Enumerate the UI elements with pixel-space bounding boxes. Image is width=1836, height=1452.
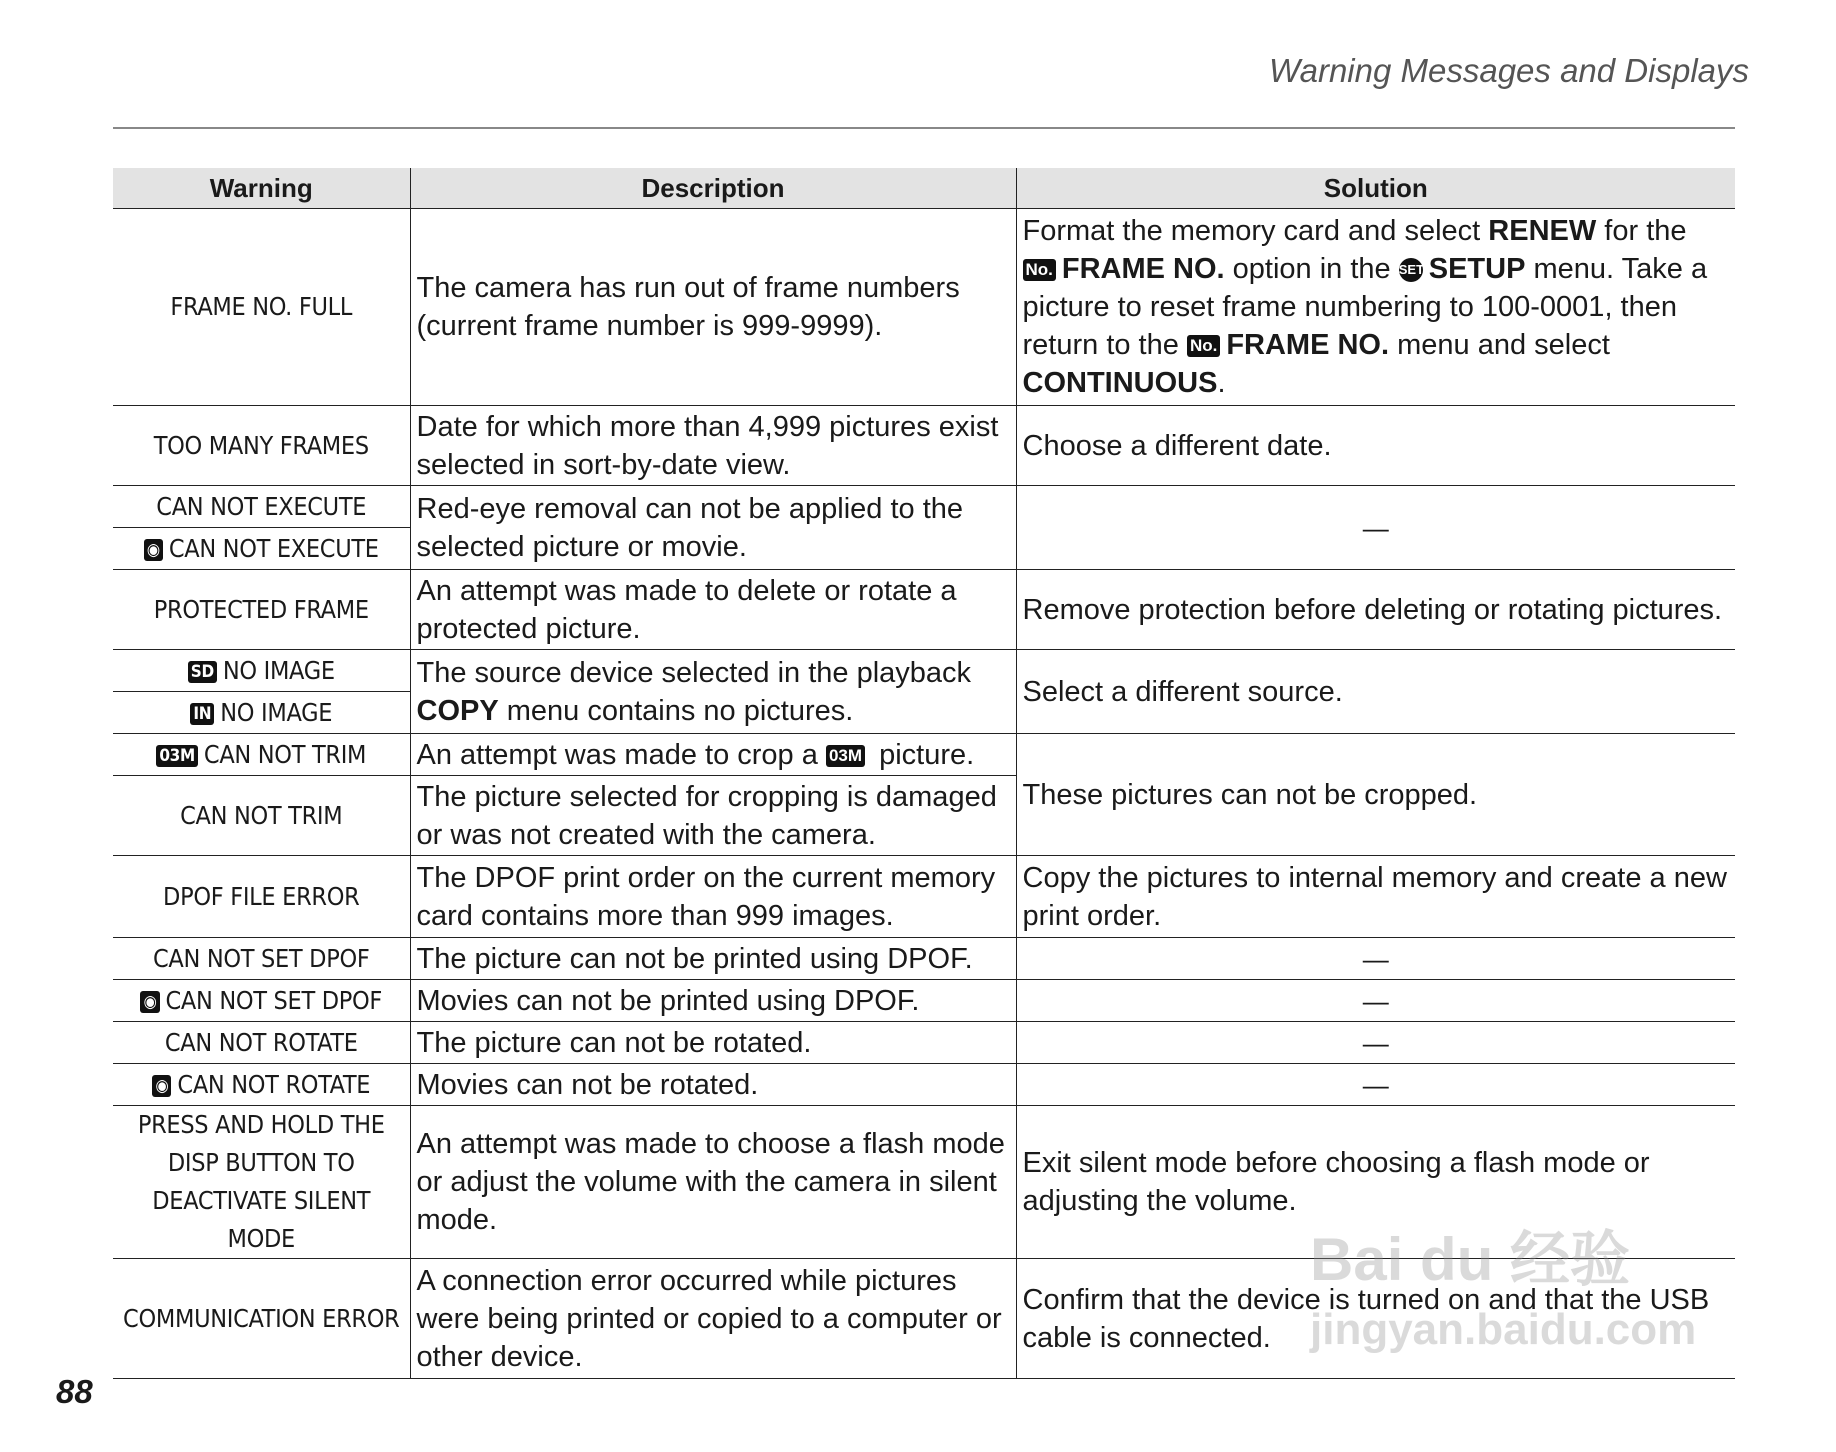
column-header-warning: Warning xyxy=(113,168,410,209)
solution-cell: These pictures can not be cropped. xyxy=(1016,734,1735,856)
table-row xyxy=(113,486,1735,528)
table-header-row xyxy=(113,168,1735,209)
description-cell: An attempt was made to delete or rotate a protected picture. xyxy=(410,570,1016,650)
warning-cell: PROTECTED FRAME xyxy=(113,570,410,650)
solution-cell: — xyxy=(1016,938,1735,980)
warning-cell: CAN NOT TRIM xyxy=(113,776,410,856)
table-row xyxy=(113,650,1735,692)
image-size-03m-icon: 03M xyxy=(826,745,865,767)
warning-cell: ◉ CAN NOT SET DPOF xyxy=(113,980,410,1022)
description-cell: An attempt was made to crop a 03M picture. xyxy=(410,734,1016,776)
warning-cell: COMMUNICATION ERROR xyxy=(113,1259,410,1379)
warning-cell: ◉ CAN NOT ROTATE xyxy=(113,1064,410,1106)
table-row xyxy=(113,406,1735,486)
solution-cell: Confirm that the device is turned on and that the USB cable is connected. xyxy=(1016,1259,1735,1379)
warning-cell: PRESS AND HOLD THE DISP BUTTON TO DEACTIVATE SILENT MODE xyxy=(113,1106,410,1259)
warning-cell: CAN NOT ROTATE xyxy=(113,1022,410,1064)
description-cell: An attempt was made to choose a flash mode or adjust the volume with the camera in silent mode. xyxy=(410,1106,1016,1259)
solution-cell: — xyxy=(1016,1064,1735,1106)
sd-card-icon: SD xyxy=(188,661,217,683)
description-cell: The picture can not be printed using DPOF. xyxy=(410,938,1016,980)
solution-cell: Copy the pictures to internal memory and create a new print order. xyxy=(1016,856,1735,938)
table-row xyxy=(113,856,1735,938)
frame-number-icon: No. xyxy=(1023,259,1056,281)
warning-cell: 03M CAN NOT TRIM xyxy=(113,734,410,776)
movie-camera-icon: ◉ xyxy=(152,1075,171,1097)
watermark xyxy=(1310,1225,1696,1365)
movie-camera-icon: ◉ xyxy=(140,991,159,1013)
description-cell: Movies can not be rotated. xyxy=(410,1064,1016,1106)
header-divider xyxy=(113,127,1735,129)
setup-menu-icon: SET xyxy=(1399,258,1423,282)
watermark-url: jingyan.baidu.com xyxy=(1310,1305,1697,1354)
watermark-brand: Bai du 经验 xyxy=(1310,1226,1631,1293)
warning-cell: IN NO IMAGE xyxy=(113,692,410,734)
image-size-03m-icon: 03M xyxy=(156,745,198,767)
table-row xyxy=(113,980,1735,1022)
description-cell: The DPOF print order on the current memory card contains more than 999 images. xyxy=(410,856,1016,938)
description-cell: The camera has run out of frame numbers (current frame number is 999-9999). xyxy=(410,209,1016,406)
column-header-description: Description xyxy=(410,168,1016,209)
description-cell: Movies can not be printed using DPOF. xyxy=(410,980,1016,1022)
warning-cell: CAN NOT EXECUTE xyxy=(113,486,410,528)
solution-cell: Format the memory card and select RENEW for the No. FRAME NO. option in the SET SETUP menu. Take a picture to reset frame numbering to 100-0001, then return to the No. FRAME NO. menu and select CONTINUOUS. xyxy=(1016,209,1735,406)
warning-cell: CAN NOT SET DPOF xyxy=(113,938,410,980)
solution-cell: Remove protection before deleting or rotating pictures. xyxy=(1016,570,1735,650)
table-row xyxy=(113,1064,1735,1106)
solution-cell: Select a different source. xyxy=(1016,650,1735,734)
description-cell: A connection error occurred while pictures were being printed or copied to a computer or other device. xyxy=(410,1259,1016,1379)
solution-cell: Exit silent mode before choosing a flash mode or adjusting the volume. xyxy=(1016,1106,1735,1259)
solution-cell: — xyxy=(1016,486,1735,570)
table-row xyxy=(113,209,1735,406)
table-row xyxy=(113,570,1735,650)
description-cell: Red-eye removal can not be applied to the selected picture or movie. xyxy=(410,486,1016,570)
table-row xyxy=(113,938,1735,980)
warning-cell: TOO MANY FRAMES xyxy=(113,406,410,486)
warning-cell: DPOF FILE ERROR xyxy=(113,856,410,938)
renew-option: RENEW xyxy=(1488,215,1597,247)
solution-cell: — xyxy=(1016,980,1735,1022)
warning-cell: SD NO IMAGE xyxy=(113,650,410,692)
warning-cell: FRAME NO. FULL xyxy=(113,209,410,406)
warning-cell: ◉ CAN NOT EXECUTE xyxy=(113,528,410,570)
warning-table xyxy=(113,168,1735,1379)
internal-memory-icon: IN xyxy=(190,703,214,725)
section-title: Warning Messages and Displays xyxy=(1269,52,1749,89)
table-row xyxy=(113,734,1735,776)
column-header-solution: Solution xyxy=(1016,168,1735,209)
page-number: 88 xyxy=(56,1373,93,1410)
solution-cell: — xyxy=(1016,1022,1735,1064)
description-cell: Date for which more than 4,999 pictures exist selected in sort-by-date view. xyxy=(410,406,1016,486)
solution-cell: Choose a different date. xyxy=(1016,406,1735,486)
movie-camera-icon: ◉ xyxy=(144,539,163,561)
description-cell: The picture can not be rotated. xyxy=(410,1022,1016,1064)
table-row xyxy=(113,1022,1735,1064)
description-cell: The picture selected for cropping is damaged or was not created with the camera. xyxy=(410,776,1016,856)
frame-number-icon: No. xyxy=(1187,335,1220,357)
description-cell: The source device selected in the playback COPY menu contains no pictures. xyxy=(410,650,1016,734)
